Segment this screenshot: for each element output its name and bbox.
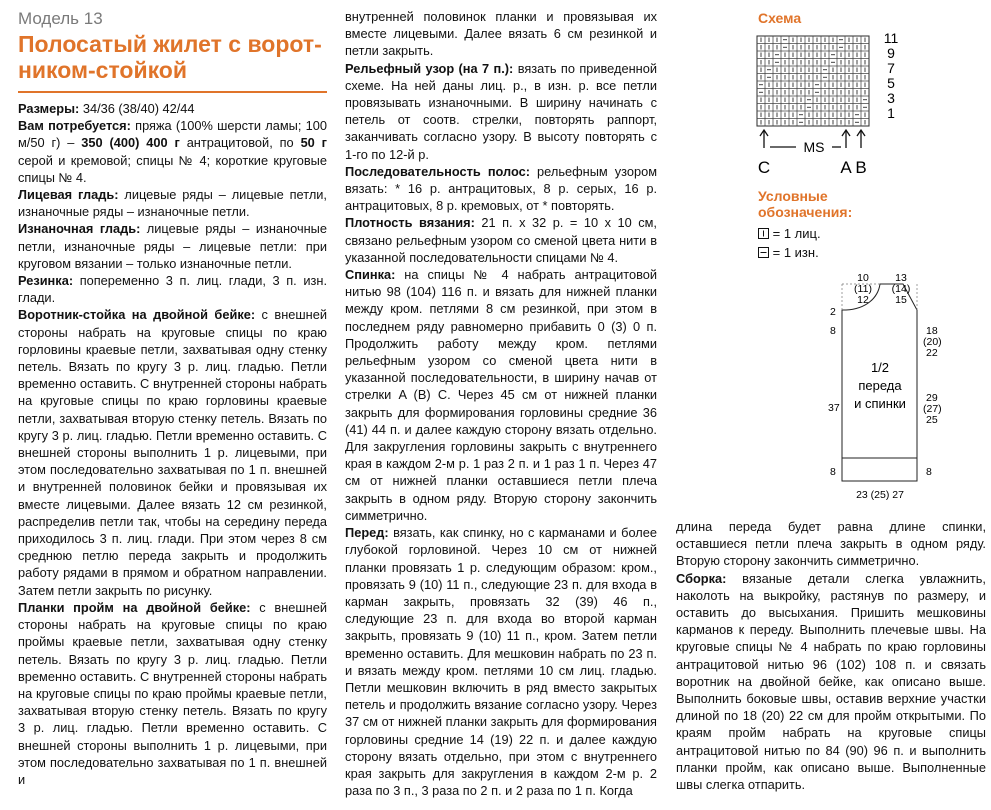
paragraph-text: с внешней стороны набрать на круговые спицы по краю горловины краевые петли, захватывая одну стенку петель. Вязать по кругу 3 р. лиц. гладью. Петли временно оставить. С внутренней стороны набрать на круговые спицы по краю горловины краевые петли, захватывая вторую стенку петель. Вязать по кругу 3 р. лиц. гладью. Петли временно оставить. С внешней стороны выполнить 1 р. лицевыми, при этом последовательно захватывая по 1 п. внешней и внутренней половинок бейки и провязывая их вместе лицевыми. Далее вязать 12 см резинкой, распределив петли так, чтобы на середину переда приходилось 3 п. лиц. глади. При этом через 8 см среднюю петлю переда закрыть и продолжить работу рядами в прямом и обратном направлении. Затем петли закрыть по рисунку. [18,307,327,598]
dim-right-20: (20) [923,336,942,348]
arrow-b-label: B [855,158,867,177]
paragraph [676,570,986,794]
dim-shoulder-2: (14) [891,283,911,295]
purl-symbol-icon [758,247,769,258]
paragraph-text: вязаные детали слегка увлажнить, наколоть на выкройку, растянув по размеру, и оставить до высыхания. Пришить мешковины карманов к переду. Выполнить плечевые швы. На круговые спицы № 4 набрать по краю горловины антрацитовой нитью 96 (102) 108 п. и связать воротник на двойной бейке, как описано выше. Выполнить боковые швы, оставив верхние участки длиной по 18 (20) 22 см для пройм открытыми. По краям пройм набрать на круговые спицы антрацитовой нитью по 84 (90) 96 п. и выполнить планки пройм, как описано выше. Выполненные швы слегка отпарить. [676,570,986,793]
paragraph-heading: Резинка: [18,273,74,289]
chart-row-number: 11 [883,30,899,46]
paragraph-heading: Планки пройм на двойной бейке: [18,599,251,615]
dim-right-8: 8 [926,466,932,478]
paragraph-text: на спицы № 4 набрать антрацитовой нитью 98 (104) 116 п. и вязать для нижней планки между кром. петлями 8 см резинкой, при этом в последнем ряду равномерно прибавить 0 (3) 0 п. Продолжить работу между кром. петлями рельефным узором со сменой цвета нити в указанной последовательности, в ширину начав от стрелки A (B) C. Через 45 см от нижней планки закрыть для формирования горловины средние 36 (41) 44 п. и далее каждую сторону вязать отдельно. Для закругления горловины закрыть с внутреннего края в каждом 2-м р. 1 раз 2 п. и 1 раз 1 п. Через 47 см от нижней планки оставшиеся петли плеча закрыть в одном ряду. Вторую сторону закончить симметрично. [345,267,657,523]
paragraph [345,214,657,266]
paragraph [18,272,327,306]
paragraph-text: серой и кремовой; спицы № 4; короткие круговые спицы № 4. [18,152,327,185]
legend [758,224,821,262]
dim-neck-1: 10 [857,272,869,284]
dim-left-8b: 8 [830,466,836,478]
title-rule [18,91,327,93]
dim-right-27: (27) [923,403,942,415]
dim-shoulder-3: 15 [895,294,907,306]
dim-right-22: 22 [926,347,938,359]
paragraph-heading: Вам потребуется: [18,118,131,134]
chart-row-numbers [884,30,899,121]
column-2 [345,8,657,799]
paragraph [345,266,657,524]
knit-symbol-icon [758,228,769,239]
chart-row-number: 5 [887,75,895,91]
paragraph-heading: Размеры: [18,101,80,116]
paragraph [345,524,657,799]
arrow-c-label: C [757,158,771,177]
paragraph [18,100,327,117]
page-title: Полосатый жилет с ворот- ником-стойкой [18,31,322,83]
paragraph-text: вязать по приведенной схеме. На ней даны лиц. р., в изн. р. все петли провязывать изнаночными. В ширину начинать с петель от соотв. стрелки, повторять раппорт, заканчивать согласно узору. В высоту повторять с 1-го по 12-й р. [345,60,657,162]
column-3 [676,518,986,793]
paragraph-text: лицевые ряды – изнаночные петли, изнаночные ряды – лицевые петли: при круговом вязании – только изнаночные петли. [18,221,327,271]
paragraph [345,60,657,163]
paragraph-bold: 50 г [300,135,328,151]
paragraph-text: 34/36 (38/40) 42/44 [79,101,195,116]
chart-row-number: 7 [887,60,895,76]
paragraph-text: рельефным узором вязать: * 16 р. антрацитовых, 8 р. серых, 16 р. антрацитовых, 8 р. кремовых, от * повторять. [345,163,657,214]
paragraph [18,220,327,272]
paragraph-text: лицевые ряды – лицевые петли, изнаночные ряды – изнаночные петли. [18,187,327,220]
column-3-body [676,518,986,793]
dim-right-18: 18 [926,325,938,337]
legend-title: Условные обозначения: [758,188,853,220]
paragraph-heading: Последовательность полос: [345,163,531,179]
pattern-label-3: и спинки [854,396,906,411]
paragraph-text: длина переда будет равна длине спинки, оставшиеся петли плеча закрыть в одном ряду. Вторую сторону закончить симметрично. [676,519,986,569]
chart-row-number: 9 [887,45,895,61]
paragraph-bold: 350 (400) 400 г [81,135,180,151]
paragraph [18,599,327,788]
arrow-a-label: A [840,158,852,177]
dim-shoulder-1: 13 [895,272,907,284]
paragraph-heading: Сборка: [676,570,727,586]
stitch-chart [740,28,900,180]
paragraph-text: попеременно 3 п. лиц. глади, 3 п. изн. глади. [18,273,327,306]
paragraph-heading: Плотность вязания: [345,215,475,231]
paragraph-heading: Спинка: [345,267,396,283]
dim-right-29: 29 [926,392,938,404]
paragraph-heading: Лицевая гладь: [18,187,119,203]
dim-right-25: 25 [926,414,938,426]
model-number: Модель 13 [18,9,103,28]
dim-neck-3: 12 [857,294,869,306]
paragraph-text: пряжа (100% шерсти ламы; 100 м/50 г) – [18,118,328,151]
paragraph-text: 21 п. х 32 р. = 10 х 10 см, связано рельефным узором со сменой цвета нити в указанной последовательности спицами № 4. [345,215,657,265]
chart-row-number: 3 [887,90,895,106]
pattern-label-2: переда [858,378,902,393]
paragraph [18,117,327,186]
paragraph [345,163,657,215]
paragraph [18,186,327,220]
dim-bottom: 23 (25) 27 [856,489,904,501]
chart-row-number: 1 [887,105,895,121]
column-1-body [18,100,327,788]
paragraph-text: с внешней стороны набрать на круговые спицы по краю проймы краевые петли, захватывая одну стенку петель. Вязать по кругу 3 р. лиц. гладью. Петли временно оставить. С внутренней стороны набрать на круговые спицы по краю проймы краевые петли, захватывая вторую стенку петель. Вязать по кругу 3 р. лиц. гладью. Петли временно оставить. С внешней стороны выполнить 1 р. лицевыми, при этом последовательно захватывая по 1 п. внешней и [18,599,327,787]
dim-neck-2: (11) [854,283,872,295]
paragraph [345,8,657,60]
paragraph-heading: Рельефный узор (на 7 п.): [345,60,514,76]
legend-purl: = 1 изн. [758,243,821,262]
chart-grid [757,36,869,126]
paragraph [676,518,986,570]
dim-left-2: 2 [830,306,836,318]
paragraph-text: антрацитовой, по [179,135,301,151]
arrow-ms-label: MS [803,139,825,155]
dim-left-37: 37 [828,402,840,414]
paragraph-heading: Перед: [345,525,389,541]
paragraph-text: вязать, как спинку, но с карманами и более глубокой горловиной. Через 10 см от нижней планки провязать 1 р. следующим образом: кром., провязать 9 (10) 11 п., следующие 23 п. для входа в карман закрыть, провязать 32 (39) 46 п., следующие 23 п. для входа во второй карман закрыть, провязать 9 (10) 11 п., кром. Затем петли временно оставить. Для мешковин набрать по 23 п. и вязать между кром. петлями 10 см лиц. гладью. Петли мешковин включить в ряд вместо закрытых петель и продолжить вязание согласно узору. Через 37 см от нижней планки закрыть для формирования горловины средние 14 (19) 22 п. и далее каждую сторону вязать отдельно, при этом с внутреннего края закрыть для закругления в каждом 2-м р. 2 раза по 3 п., 3 раза по 2 п. и 2 раза по 1 п. Когда [345,525,657,799]
paragraph-heading: Воротник-стойка на двойной бейке: [18,307,256,323]
column-2-body [345,8,657,799]
legend-knit: = 1 лиц. [758,224,821,243]
column-1 [18,8,327,788]
dim-left-8: 8 [830,325,836,337]
pattern-label-1: 1/2 [870,360,890,375]
paragraph-heading: Изнаночная гладь: [18,221,141,237]
paragraph-text: внутренней половинок планки и провязывая их вместе лицевыми. Далее вязать 6 см резинкой и петли закрыть. [345,9,657,59]
paragraph [18,306,327,598]
schema-title: Схема [758,10,802,26]
garment-pattern [820,268,950,506]
